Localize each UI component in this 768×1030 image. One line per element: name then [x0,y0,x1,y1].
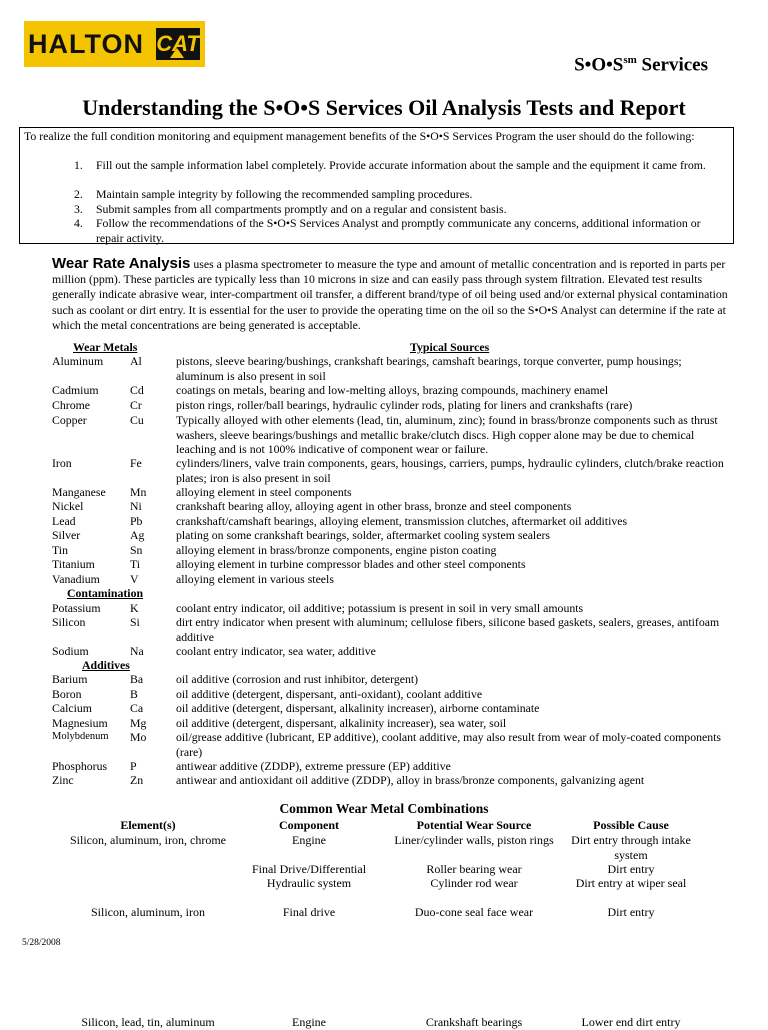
combo-cell: Final drive [282,905,336,919]
combo-cell: Dirt entry at wiper seal [575,876,687,890]
combo-cell: Hydraulic system [266,876,352,890]
wear-rate-paragraph [52,256,728,333]
cat-logo-badge [156,28,200,60]
intro-item: Maintain sample integrity by following the recommended sampling procedures. [96,187,473,201]
combo-cell: Final Drive/Differential [251,862,367,876]
typical-sources-header: Typical Sources [410,340,490,354]
wear-rate-heading: Wear Rate Analysis [52,255,191,272]
combo-cell: Crankshaft bearings [425,1015,523,1029]
combinations-title: Common Wear Metal Combinations [279,801,489,816]
combo-cell: Dirt entry through intake system [571,833,691,862]
combo-header-component: Component [278,818,339,832]
intro-item-number: 4. [74,216,83,230]
additives-header: Additives [82,658,130,672]
combo-cell: Engine [292,1015,326,1029]
intro-lead: To realize the full condition monitoring and equipment management benefits of the S•O•S Services Program the user should do the following: [24,129,695,143]
combo-cell: Dirt entry [607,862,655,876]
combo-cell: Dirt entry [607,905,655,919]
cat-triangle-icon [170,48,184,58]
combo-header-wear-source: Potential Wear Source [416,818,532,832]
footer-date: 5/28/2008 [22,938,61,948]
intro-item-number: 3. [74,202,83,216]
intro-item: Submit samples from all compartments promptly and on a regular and consistent basis. [96,202,507,216]
intro-item-number: 2. [74,187,83,201]
combo-cell: Lower end dirt entry [581,1015,681,1029]
services-heading: $S•O•S^{sm}$ Services [574,54,708,76]
page-title: Understanding the S•O•S Services Oil Analysis Tests and Report [82,95,686,120]
combo-header-cause: Possible Cause [593,818,669,832]
wear-metals-header: Wear Metals [73,340,138,354]
combo-header-elements: Element(s) [120,818,176,832]
intro-box [19,127,734,244]
logo-halton-text: HALTON [28,29,144,59]
intro-item: Follow the recommendations of the S•O•S Services Analyst and promptly communicate any concerns, additional information or repair activity. [96,216,701,245]
contamination-header: Contamination [67,586,144,600]
logo-cat-text: CAT [156,31,200,56]
combo-cell: Silicon, aluminum, iron, chrome [70,833,226,847]
halton-cat-logo [24,21,205,67]
combo-cell: Liner/cylinder walls, piston rings [394,833,554,847]
combo-cell: Silicon, lead, tin, aluminum [81,1015,215,1029]
combo-cell: Cylinder rod wear [430,876,518,890]
intro-item-number: 1. [74,158,83,172]
intro-item: Fill out the sample information label completely. Provide accurate information about the sample and the equipment it came from. [96,158,706,172]
combo-cell: Silicon, aluminum, iron [91,905,205,919]
combo-cell: Roller bearing wear [426,862,522,876]
wear-rate-body: uses a plasma spectrometer to measure the type and amount of metallic concentration and is reported in parts per million (ppm). These particles are typically less than 10 microns in size and can easily pass through system filtration. Elevated test results generally indicate abrasive wear, inter-compartment oil transfer, a different brand/type of oil being used and/or external physical contamination such as coolant or dirt entry. It is essential for the user to provide the operating time on the oil so the S•O•S Analyst can determine if the rate at which the metal concentrations are being generated is acceptable. [52,257,728,332]
combo-cell: Engine [292,833,326,847]
combo-cell: Duo-cone seal face wear [414,905,534,919]
